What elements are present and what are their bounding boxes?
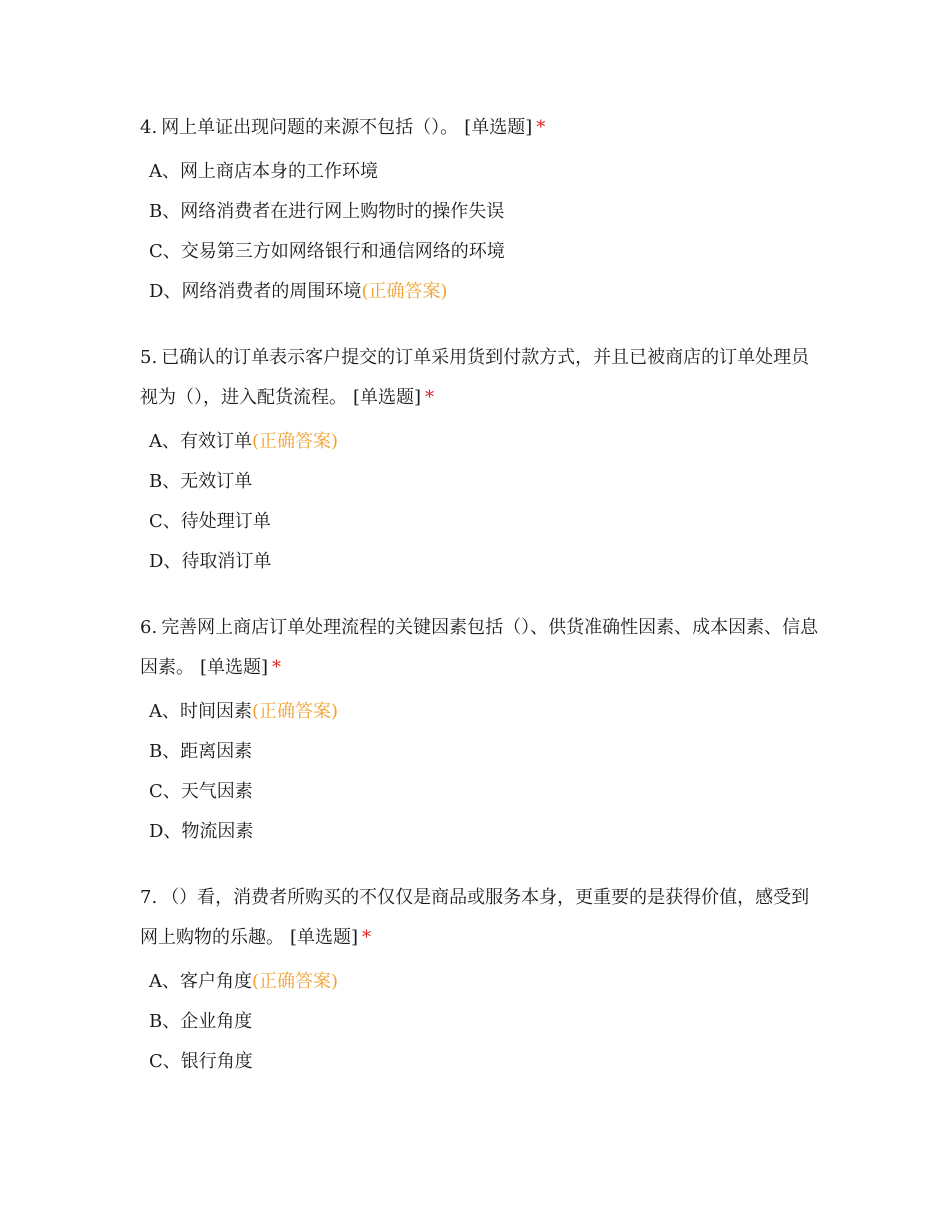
question-type-label: [单选题] [464, 117, 533, 138]
option-letter: D、 [149, 821, 182, 842]
option-text: 待处理订单 [180, 511, 271, 532]
question-stem [140, 108, 820, 148]
question-6 [140, 608, 820, 852]
question-text: 完善网上商店订单处理流程的关键因素包括（）、供货准确性因素、成本因素、信息因素。 [140, 617, 819, 678]
correct-answer-tag: (正确答案) [252, 971, 339, 992]
option-text: 交易第三方如网络银行和通信网络的环境 [180, 241, 505, 262]
option-text: 时间因素 [180, 701, 252, 722]
question-text: 已确认的订单表示客户提交的订单采用货到付款方式，并且已被商店的订单处理员视为（），进入配货流程。 [140, 347, 810, 408]
option-text: 物流因素 [181, 821, 254, 842]
option-letter: C、 [149, 1051, 181, 1072]
option-letter: A、 [149, 161, 180, 182]
correct-answer-tag: (正确答案) [252, 431, 339, 452]
option-text: 企业角度 [180, 1011, 253, 1032]
question-text: （）看，消费者所购买的不仅仅是商品或服务本身，更重要的是获得价值，感受到网上购物的乐趣。 [140, 887, 810, 948]
correct-answer-tag: (正确答案) [361, 281, 448, 302]
option-text: 网络消费者的周围环境 [181, 281, 362, 302]
option-a[interactable] [140, 962, 820, 1002]
required-mark: * [362, 927, 372, 948]
option-c[interactable] [140, 502, 820, 542]
question-text: 网上单证出现问题的来源不包括（）。 [161, 117, 459, 138]
question-7 [140, 878, 820, 1082]
option-a[interactable] [140, 422, 820, 462]
option-c[interactable] [140, 232, 820, 272]
required-mark: * [536, 117, 546, 138]
option-text: 网络消费者在进行网上购物时的操作失误 [180, 201, 505, 222]
option-d[interactable] [140, 542, 820, 582]
option-letter: B、 [149, 201, 181, 222]
question-number: 7. [140, 887, 158, 908]
question-stem [140, 608, 820, 688]
option-d[interactable] [140, 812, 820, 852]
option-letter: C、 [149, 241, 181, 262]
option-letter: D、 [149, 551, 182, 572]
option-text: 天气因素 [180, 781, 253, 802]
question-number: 6. [140, 617, 158, 638]
option-letter: C、 [149, 781, 181, 802]
option-text: 无效订单 [180, 471, 253, 492]
option-text: 银行角度 [180, 1051, 253, 1072]
option-b[interactable] [140, 462, 820, 502]
question-5 [140, 338, 820, 582]
option-a[interactable] [140, 152, 820, 192]
correct-answer-tag: (正确答案) [252, 701, 339, 722]
option-letter: A、 [149, 701, 180, 722]
required-mark: * [425, 387, 435, 408]
question-stem [140, 338, 820, 418]
option-c[interactable] [140, 1042, 820, 1082]
option-text: 距离因素 [180, 741, 253, 762]
option-text: 客户角度 [180, 971, 252, 992]
option-b[interactable] [140, 732, 820, 772]
option-text: 有效订单 [180, 431, 252, 452]
question-stem [140, 878, 820, 958]
option-letter: A、 [149, 971, 180, 992]
question-number: 4. [140, 117, 158, 138]
option-b[interactable] [140, 192, 820, 232]
question-sheet [140, 108, 820, 1108]
question-type-label: [单选题] [353, 387, 422, 408]
option-letter: B、 [149, 741, 181, 762]
option-a[interactable] [140, 692, 820, 732]
option-letter: B、 [149, 1011, 181, 1032]
question-type-label: [单选题] [290, 927, 359, 948]
required-mark: * [272, 657, 282, 678]
option-letter: B、 [149, 471, 181, 492]
option-c[interactable] [140, 772, 820, 812]
question-type-label: [单选题] [200, 657, 269, 678]
option-text: 待取消订单 [181, 551, 272, 572]
option-letter: D、 [149, 281, 182, 302]
question-4 [140, 108, 820, 312]
option-text: 网上商店本身的工作环境 [180, 161, 378, 182]
option-d[interactable] [140, 272, 820, 312]
option-b[interactable] [140, 1002, 820, 1042]
option-letter: A、 [149, 431, 180, 452]
option-letter: C、 [149, 511, 181, 532]
question-number: 5. [140, 347, 158, 368]
